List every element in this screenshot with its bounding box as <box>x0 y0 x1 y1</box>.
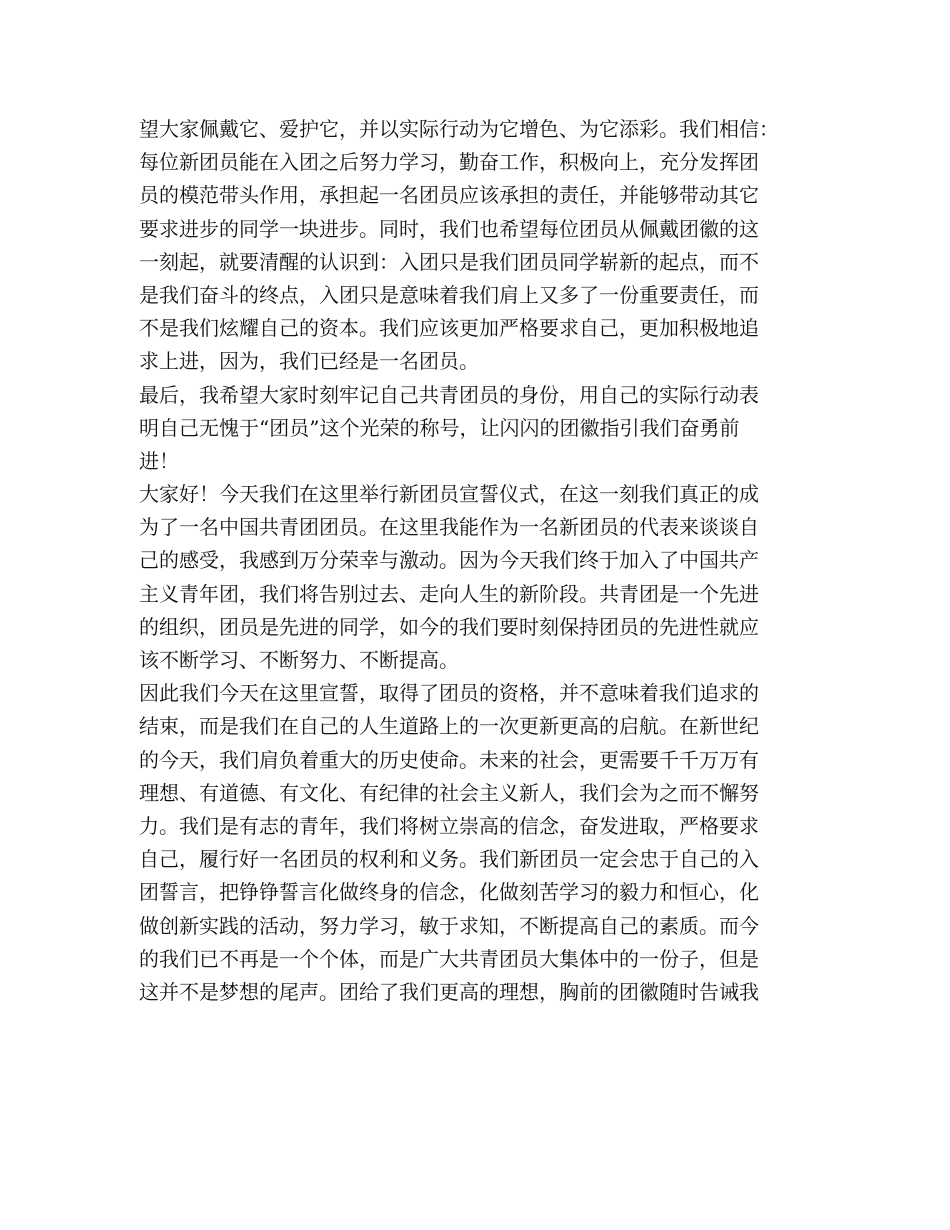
text-line: 一刻起，就要清醒的认识到：入团只是我们团员同学崭新的起点，而不 <box>139 249 759 274</box>
text-line: 做创新实践的活动，努力学习，敏于求知，不断提高自己的素质。而今 <box>139 913 759 938</box>
text-line: 理想、有道德、有文化、有纪律的社会主义新人，我们会为之而不懈努 <box>139 780 759 805</box>
text-line: 主义青年团，我们将告别过去、走向人生的新阶段。共青团是一个先进 <box>139 581 759 606</box>
text-line: 己的感受，我感到万分荣幸与激动。因为今天我们终于加入了中国共产 <box>139 548 759 573</box>
text-line: 望大家佩戴它、爱护它，并以实际行动为它增色、为它添彩。我们相信： <box>139 117 779 141</box>
text-line: 这并不是梦想的尾声。团给了我们更高的理想，胸前的团徽随时告诫我 <box>139 979 759 1004</box>
text-line: 力。我们是有志的青年，我们将树立崇高的信念，奋发进取，严格要求 <box>139 813 759 838</box>
text-line: 每位新团员能在入团之后努力学习，勤奋工作，积极向上，充分发挥团 <box>139 150 759 175</box>
text-line: 员的模范带头作用，承担起一名团员应该承担的责任，并能够带动其它 <box>139 183 759 208</box>
text-line: 是我们奋斗的终点，入团只是意味着我们肩上又多了一份重要责任，而 <box>139 282 759 307</box>
text-line: 求上进，因为，我们已经是一名团员。 <box>139 349 479 374</box>
text-line: 结束，而是我们在自己的人生道路上的一次更新更高的启航。在新世纪 <box>139 714 759 739</box>
text-line: 最后，我希望大家时刻牢记自己共青团员的身份，用自己的实际行动表 <box>139 382 759 407</box>
text-line: 进！ <box>139 448 179 473</box>
text-line: 大家好！今天我们在这里举行新团员宣誓仪式，在这一刻我们真正的成 <box>139 482 759 507</box>
text-line: 团誓言，把铮铮誓言化做终身的信念，化做刻苦学习的毅力和恒心，化 <box>139 880 759 905</box>
text-line: 的我们已不再是一个个体，而是广大共青团员大集体中的一份子，但是 <box>139 946 759 971</box>
text-line: 不是我们炫耀自己的资本。我们应该更加严格要求自己，更加积极地追 <box>139 316 759 341</box>
document-body <box>139 113 829 1009</box>
text-line: 的组织，团员是先进的同学，如今的我们要时刻保持团员的先进性就应 <box>139 614 759 639</box>
text-line: 要求进步的同学一块进步。同时，我们也希望每位团员从佩戴团徽的这 <box>139 216 759 241</box>
text-line: 为了一名中国共青团团员。在这里我能作为一名新团员的代表来谈谈自 <box>139 515 759 540</box>
text-line: 的今天，我们肩负着重大的历史使命。未来的社会，更需要千千万万有 <box>139 747 759 772</box>
text-line: 自己，履行好一名团员的权利和义务。我们新团员一定会忠于自己的入 <box>139 847 759 872</box>
text-line: 明自己无愧于“团员”这个光荣的称号，让闪闪的团徽指引我们奋勇前 <box>139 415 740 440</box>
text-line: 因此我们今天在这里宣誓，取得了团员的资格，并不意味着我们追求的 <box>139 681 759 706</box>
text-line: 该不断学习、不断努力、不断提高。 <box>139 648 459 672</box>
